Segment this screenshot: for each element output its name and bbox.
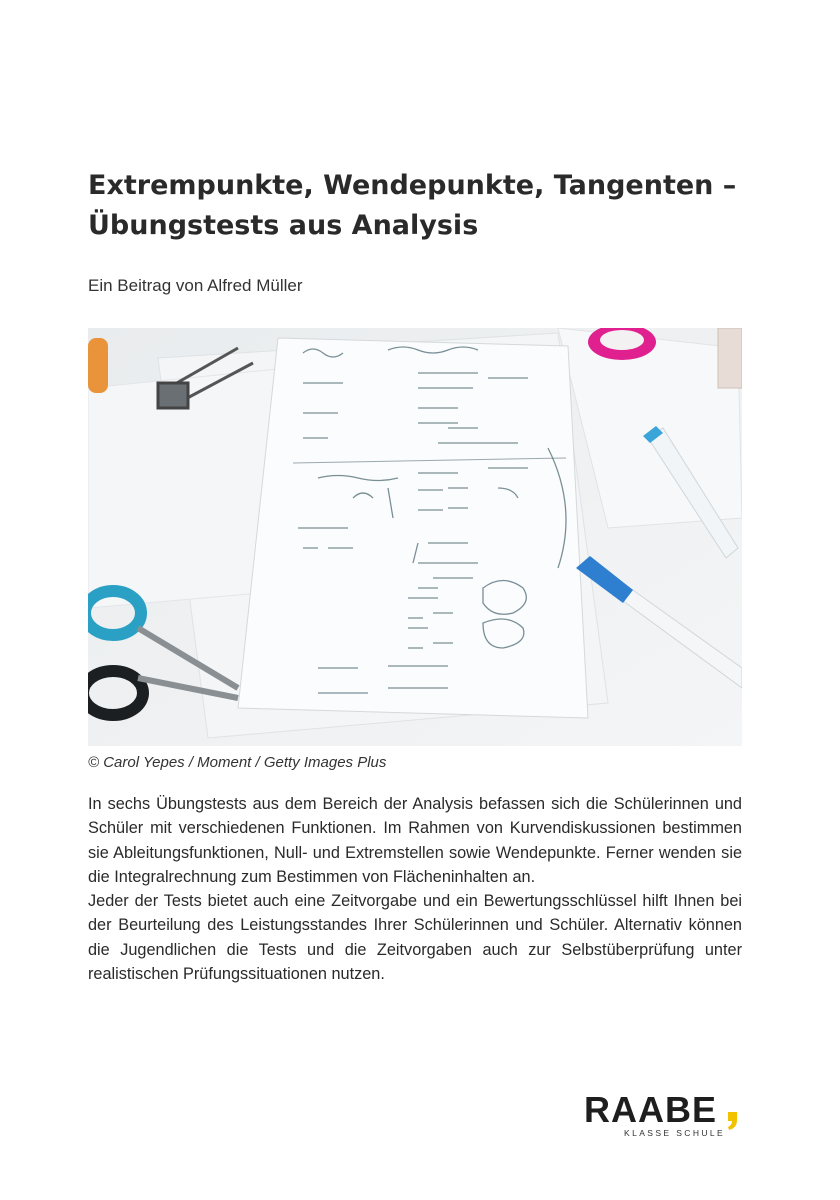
title-line-2: Übungstests aus Analysis xyxy=(88,210,479,241)
photo-caption: © Carol Yepes / Moment / Getty Images Plus xyxy=(88,754,387,771)
page-title xyxy=(88,166,768,246)
logo-wordmark: RAABE xyxy=(584,1089,718,1130)
paragraph-1: In sechs Übungstests aus dem Bereich der Analysis befassen sich die Schülerinnen und Schüler mit verschiedenen Funktionen. Im Rahmen von Kurvendiskussionen bestimmen sie Ableitungsfunktionen, Null- und Extremstellen sowie Wendepunkte. Ferner wenden sie die Integralrechnung zum Bestimmen von Flächeninhalten an. xyxy=(88,795,742,886)
cover-photo-illustration xyxy=(88,328,742,746)
raabe-logo xyxy=(584,1090,744,1140)
title-line-1: Extrempunkte, Wendepunkte, Tangenten – xyxy=(88,170,737,201)
author-line: Ein Beitrag von Alfred Müller xyxy=(88,276,303,295)
description-text xyxy=(88,792,742,986)
cover-photo xyxy=(88,328,742,746)
logo-comma-icon xyxy=(727,1112,738,1130)
paragraph-2: Jeder der Tests bietet auch eine Zeitvorgabe und ein Bewertungsschlüssel hilft Ihnen bei der Beurteilung des Leistungsstandes Ihrer Schülerinnen und Schüler. Alternativ können die Jugendlichen die Tests und die Zeitvorgaben auch zur Selbstüberprüfung unter realistischen Prüfungssituationen nutzen. xyxy=(88,892,742,984)
logo-subtitle: KLASSE SCHULE xyxy=(624,1128,726,1138)
